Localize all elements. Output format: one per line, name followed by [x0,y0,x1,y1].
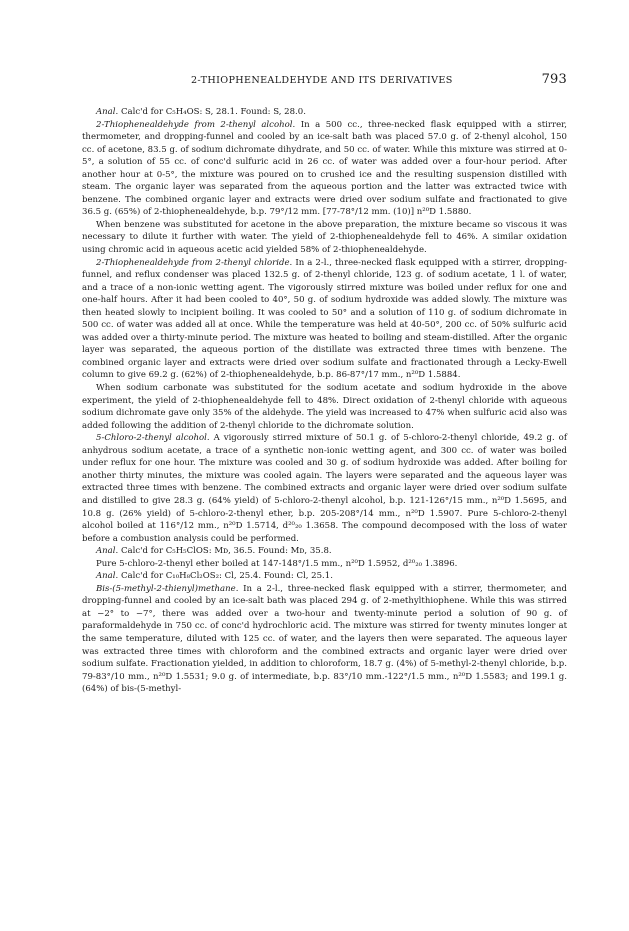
paragraph-text: When sodium carbonate was substituted for the sodium acetate and sodium hydroxide in the above experiment, the yield of 2-thiophenealdehyde fell to 48%. Direct oxidation of 2-thenyl chloride with aqueous sodium dichromate gave only 35% of the aldehyde. The yield was increased to 47% when sulfuric acid also was added following the addition of 2-thenyl chloride to the dichromate solution. [82,383,567,431]
paragraph [82,558,567,571]
page-number: 793 [541,72,567,87]
body-text [82,106,567,696]
italic-heading: Anal. [96,571,119,582]
italic-heading: Anal. [96,107,119,117]
running-head: 2-THIOPHENEALDEHYDE AND ITS DERIVATIVES [190,75,453,86]
paragraph [82,545,567,558]
paragraph-text: In a 2-l., three-necked flask equipped with a stirrer, dropping-funnel, and reflux condenser was placed 132.5 g. of 2-thenyl chloride, 123 g. of sodium acetate, 1 l. of water, and a trace of a non-ionic wetting agent. The vigorously stirred mixture was boiled under reflux for one and one-half hours. After it had been cooled to 40°, 50 g. of sodium hydroxide was added slowly. The mixture was then heated slowly to incipient boiling. It was cooled to 50° and a solution of 110 g. of sodium dichromate in 500 cc. of water was added all at once. While the temperature was held at 40-50°, 200 cc. of 50% sulfuric acid was added over a thirty-minute period. The mixture was heated to boiling and steam-distilled. After the organic layer was separated, the aqueous portion of the distillate was extracted three times with benzene. The combined organic layer and extracts were dried over sodium sulfate and fractionated through a Lecky-Ewell column to give 69.2 g. (62%) of 2-thiophenealdehyde, b.p. 86-87°/17 mm., n²⁰D 1.5884. [82,257,568,381]
paragraph-text: When benzene was substituted for acetone in the above preparation, the mixture became so viscous it was necessary to dilute it further with water. The yield of 2-thiophenealdehyde fell to 46%. A similar oxidation using chromic acid in aqueous acetic acid yielded 58% of 2-thiophenealdehyde. [82,219,567,256]
page-header [82,72,567,87]
italic-heading: 5-Chloro-2-thenyl alcohol. [96,433,210,444]
italic-heading: 2-Thiophenealdehyde from 2-thenyl chloride. [96,257,293,268]
paragraph-text: Calc'd for C₁₀H₈Cl₂OS₂: Cl, 25.4. Found: Cl, 25.1. [118,571,333,582]
paragraph [82,570,567,583]
paragraph [82,219,567,257]
paragraph-text: Calc'd for C₅H₄OS: S, 28.1. Found: S, 28.0. [118,107,306,117]
paragraph-text: Calc'd for C₅H₅ClOS: Mᴅ, 36.5. Found: Mᴅ, 35.8. [118,546,332,557]
paragraph [82,106,567,119]
paragraph [82,583,567,696]
paragraph [82,119,567,219]
paragraph-text: Pure 5-chloro-2-thenyl ether boiled at 147-148°/1.5 mm., n²⁰D 1.5952, d²⁰₂₀ 1.3896. [96,558,458,569]
paragraph [82,257,567,382]
paragraph-text: In a 500 cc., three-necked flask equipped with a stirrer, thermometer, and dropping-funnel and cooled by an ice-salt bath was placed 57.0 g. of 2-thenyl alcohol, 150 cc. of acetone, 83.5 g. of sodium dichromate dihydrate, and 50 cc. of water. While this mixture was stirred at 0-5°, a solution of 55 cc. of conc'd sulfuric acid in 26 cc. of water was added over a four-hour period. After another hour at 0-5°, the mixture was poured on to crushed ice and the resulting suspension distilled with steam. The organic layer was separated from the aqueous portion and the latter was extracted twice with benzene. The combined organic layer and extracts were dried over sodium sulfate and fractionated to give 36.5 g. (65%) of 2-thiophenealdehyde, b.p. 79°/12 mm. [77-78°/12 mm. (10)] n²⁰D 1.5880. [82,119,567,218]
paragraph-text: In a 2-l., three-necked flask equipped with a stirrer, thermometer, and dropping-funnel and cooled by an ice-salt bath was placed 294 g. of 2-methylthiophene. While this was stirred at −2° to −7°, there was added over a two-hour and twenty-minute period a solution of 90 g. of paraformaldehyde in 750 cc. of conc'd hydrochloric acid. The mixture was stirred for twenty minutes longer at the same temperature, diluted with 125 cc. of water, and the layers then were separated. The aqueous layer was extracted three times with chloroform and the combined extracts and organic layer were dried over sodium sulfate. Fractionation yielded, in addition to chloroform, 18.7 g. (4%) of 5-methyl-2-thenyl chloride, b.p. 79-83°/10 mm., n²⁰D 1.5531; 9.0 g. of intermediate, b.p. 83°/10 mm.-122°/1.5 mm., n²⁰D 1.5583; and 199.1 g. (64%) of bis-(5-methyl- [82,583,567,695]
paragraph-text: A vigorously stirred mixture of 50.1 g. of 5-chloro-2-thenyl chloride, 49.2 g. of anhydrous sodium acetate, a trace of a synthetic non-ionic wetting agent, and 300 cc. of water was boiled under reflux for one hour. The mixture was cooled and 30 g. of sodium hydroxide was added. After boiling for another thirty minutes, the mixture was cooled again. The layers were separated and the aqueous layer was extracted three times with benzene. The combined extracts and organic layer were dried over sodium sulfate and distilled to give 28.3 g. (64% yield) of 5-chloro-2-thenyl alcohol, b.p. 121-126°/15 mm., n²⁰D 1.5695, and 10.8 g. (26% yield) of 5-chloro-2-thenyl ether, b.p. 205-208°/14 mm., n²⁰D 1.5907. Pure 5-chloro-2-thenyl alcohol boiled at 116°/12 mm., n²⁰D 1.5714, d²⁰₂₀ 1.3658. The compound decomposed with the loss of water before a combustion analysis could be performed. [82,433,567,544]
paragraph [82,382,567,432]
italic-heading: 2-Thiophenealdehyde from 2-thenyl alcohol. [96,119,296,130]
italic-heading: Bis-(5-methyl-2-thienyl)methane. [96,583,239,594]
paragraph [82,432,567,545]
italic-heading: Anal. [96,546,119,557]
